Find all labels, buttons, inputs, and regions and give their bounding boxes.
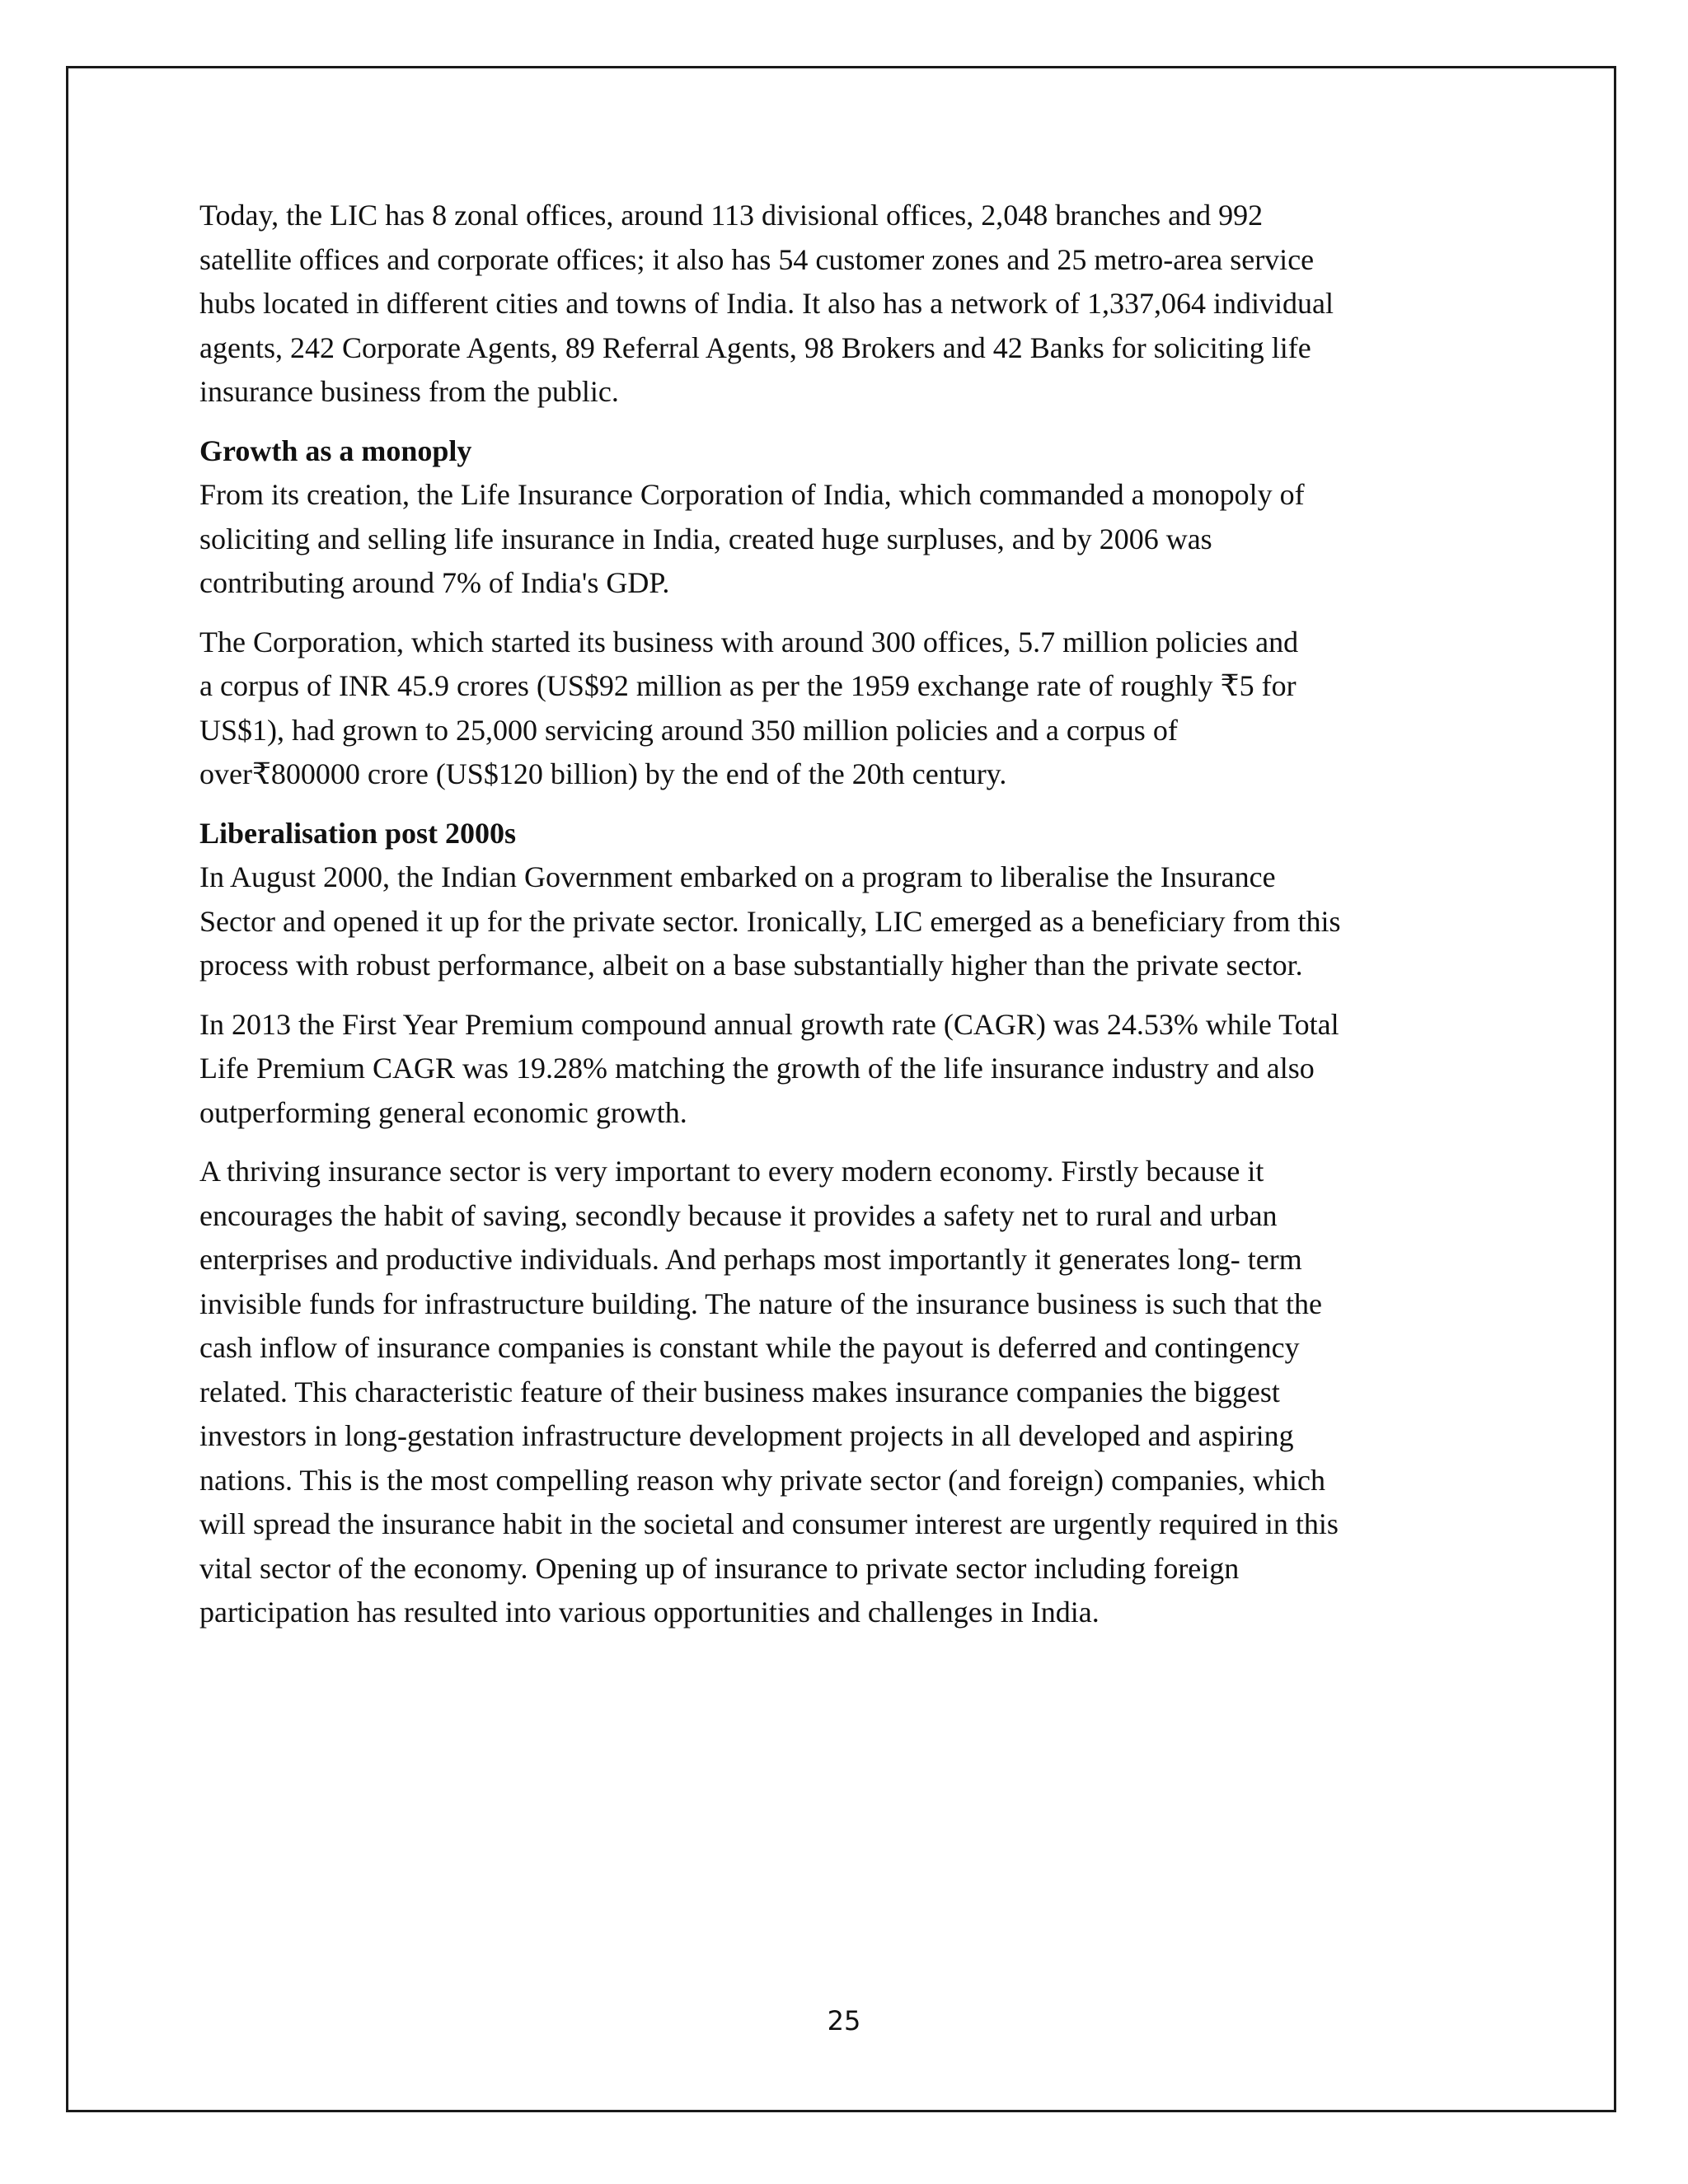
paragraph-insurance-sector xyxy=(199,1150,1485,1635)
text-line: participation has resulted into various opportunities and challenges in India. xyxy=(199,1596,1100,1629)
text-line: From its creation, the Life Insurance Corporation of India, which commanded a monopoly of xyxy=(199,478,1305,511)
text-line: vital sector of the economy. Opening up of insurance to private sector including foreign xyxy=(199,1551,1240,1585)
text-line: outperforming general economic growth. xyxy=(199,1095,687,1129)
paragraph-cagr xyxy=(199,1003,1485,1136)
text-line: US$1), had grown to 25,000 servicing around 350 million policies and a corpus of xyxy=(199,713,1178,747)
text-line: cash inflow of insurance companies is constant while the payout is deferred and contingency xyxy=(199,1331,1300,1364)
paragraph-monopoly xyxy=(199,473,1485,606)
text-line: a corpus of INR 45.9 crores (US$92 million as per the 1959 exchange rate of roughly ₹5 for xyxy=(199,669,1296,702)
text-line: satellite offices and corporate offices; it also has 54 customer zones and 25 metro-area service xyxy=(199,242,1315,276)
text-line: nations. This is the most compelling reason why private sector (and foreign) companies, which xyxy=(199,1463,1326,1497)
text-line: will spread the insurance habit in the societal and consumer interest are urgently required in this xyxy=(199,1507,1339,1540)
text-line: enterprises and productive individuals. And perhaps most importantly it generates long- term xyxy=(199,1243,1302,1276)
text-line: invisible funds for infrastructure building. The nature of the insurance business is such that the xyxy=(199,1286,1323,1320)
text-line: Today, the LIC has 8 zonal offices, around 113 divisional offices, 2,048 branches and 992 xyxy=(199,199,1264,232)
page-number: 25 xyxy=(827,2005,861,2036)
paragraph-corporation-growth xyxy=(199,621,1485,797)
text-line: investors in long-gestation infrastructure development projects in all developed and aspiring xyxy=(199,1419,1294,1452)
text-line: The Corporation, which started its business with around 300 offices, 5.7 million policies and xyxy=(199,625,1299,658)
heading-growth: Growth as a monoply xyxy=(199,434,472,467)
text-line: Sector and opened it up for the private sector. Ironically, LIC emerged as a beneficiary from this xyxy=(199,904,1341,938)
text-line: related. This characteristic feature of their business makes insurance companies the biggest xyxy=(199,1375,1280,1408)
text-line: over₹800000 crore (US$120 billion) by the end of the 20th century. xyxy=(199,757,1007,790)
text-line: insurance business from the public. xyxy=(199,375,619,408)
text-line: soliciting and selling life insurance in India, created huge surpluses, and by 2006 was xyxy=(199,522,1212,555)
text-line: In August 2000, the Indian Government embarked on a program to liberalise the Insurance xyxy=(199,860,1276,893)
text-line: Life Premium CAGR was 19.28% matching the growth of the life insurance industry and also xyxy=(199,1052,1315,1085)
text-line: contributing around 7% of India's GDP. xyxy=(199,566,670,599)
text-line: encourages the habit of saving, secondly because it provides a safety net to rural and urban xyxy=(199,1198,1278,1232)
document-body xyxy=(199,194,1485,1650)
heading-liberalisation: Liberalisation post 2000s xyxy=(199,816,517,850)
paragraph-lic-network xyxy=(199,194,1485,415)
paragraph-liberalisation xyxy=(199,855,1485,988)
text-line: A thriving insurance sector is very important to every modern economy. Firstly because it xyxy=(199,1155,1264,1188)
text-line: process with robust performance, albeit on a base substantially higher than the private sector. xyxy=(199,949,1303,982)
text-line: agents, 242 Corporate Agents, 89 Referral Agents, 98 Brokers and 42 Banks for soliciting life xyxy=(199,330,1311,364)
text-line: In 2013 the First Year Premium compound annual growth rate (CAGR) was 24.53% while Total xyxy=(199,1007,1339,1041)
text-line: hubs located in different cities and towns of India. It also has a network of 1,337,064 individual xyxy=(199,287,1334,320)
